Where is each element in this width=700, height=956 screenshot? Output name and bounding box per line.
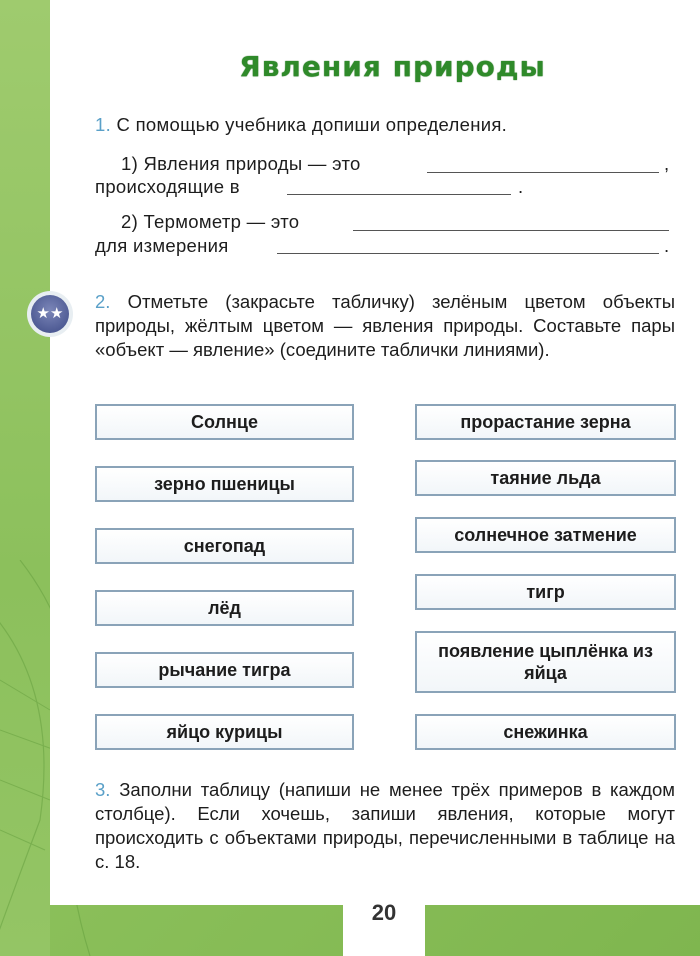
- task1-item1-line1: 1) Явления природы — это: [121, 153, 361, 174]
- phenomenon-box[interactable]: снежинка: [415, 714, 676, 750]
- task1-item1-line2: происходящие в: [95, 176, 240, 197]
- dot: .: [518, 176, 524, 197]
- answer-line[interactable]: [287, 194, 511, 195]
- stars-icon: ★★: [31, 295, 69, 333]
- page-title: Явления природы: [239, 50, 546, 83]
- object-box[interactable]: лёд: [95, 590, 354, 626]
- comma: ,: [664, 153, 670, 174]
- stars-badge: [27, 291, 73, 337]
- answer-line[interactable]: [353, 230, 669, 231]
- object-box[interactable]: рычание тигра: [95, 652, 354, 688]
- task3-number: 3.: [95, 779, 111, 800]
- task3-body: Заполни таблицу (напиши не менее трёх примеров в каждом столбце). Если хочешь, запиши явления, которые могут происходить с объектами природы, перечисленными в таблице на с. 18.: [95, 779, 676, 872]
- task1-item2-line2: для измерения: [95, 235, 229, 256]
- phenomenon-box[interactable]: появление цыплёнка из яйца: [415, 631, 676, 693]
- phenomenon-box[interactable]: таяние льда: [415, 460, 676, 496]
- answer-line[interactable]: [427, 172, 659, 173]
- task1-heading: [95, 113, 507, 137]
- page-number: 20: [371, 900, 397, 925]
- answer-line[interactable]: [277, 253, 659, 254]
- phenomenon-box[interactable]: прорастание зерна: [415, 404, 676, 440]
- phenomenon-box[interactable]: тигр: [415, 574, 676, 610]
- dot: .: [664, 235, 670, 256]
- task1-number: 1.: [95, 114, 112, 135]
- object-box[interactable]: зерно пшеницы: [95, 466, 354, 502]
- task1-text: С помощью учебника допиши определения.: [116, 114, 508, 135]
- object-box[interactable]: Солнце: [95, 404, 354, 440]
- task1-item2-line1: 2) Термометр — это: [121, 211, 300, 232]
- object-box[interactable]: яйцо курицы: [95, 714, 354, 750]
- task2-number: 2.: [95, 291, 111, 312]
- task2-body: Отметьте (закрасьте табличку) зелёным цветом объекты природы, жёлтым цветом — явления природы. Составьте пары «объект — явление» (соедините таблички линиями).: [95, 291, 676, 360]
- task3-text: [95, 778, 675, 874]
- object-box[interactable]: снегопад: [95, 528, 354, 564]
- phenomenon-box[interactable]: солнечное затмение: [415, 517, 676, 553]
- task2-text: [95, 290, 675, 362]
